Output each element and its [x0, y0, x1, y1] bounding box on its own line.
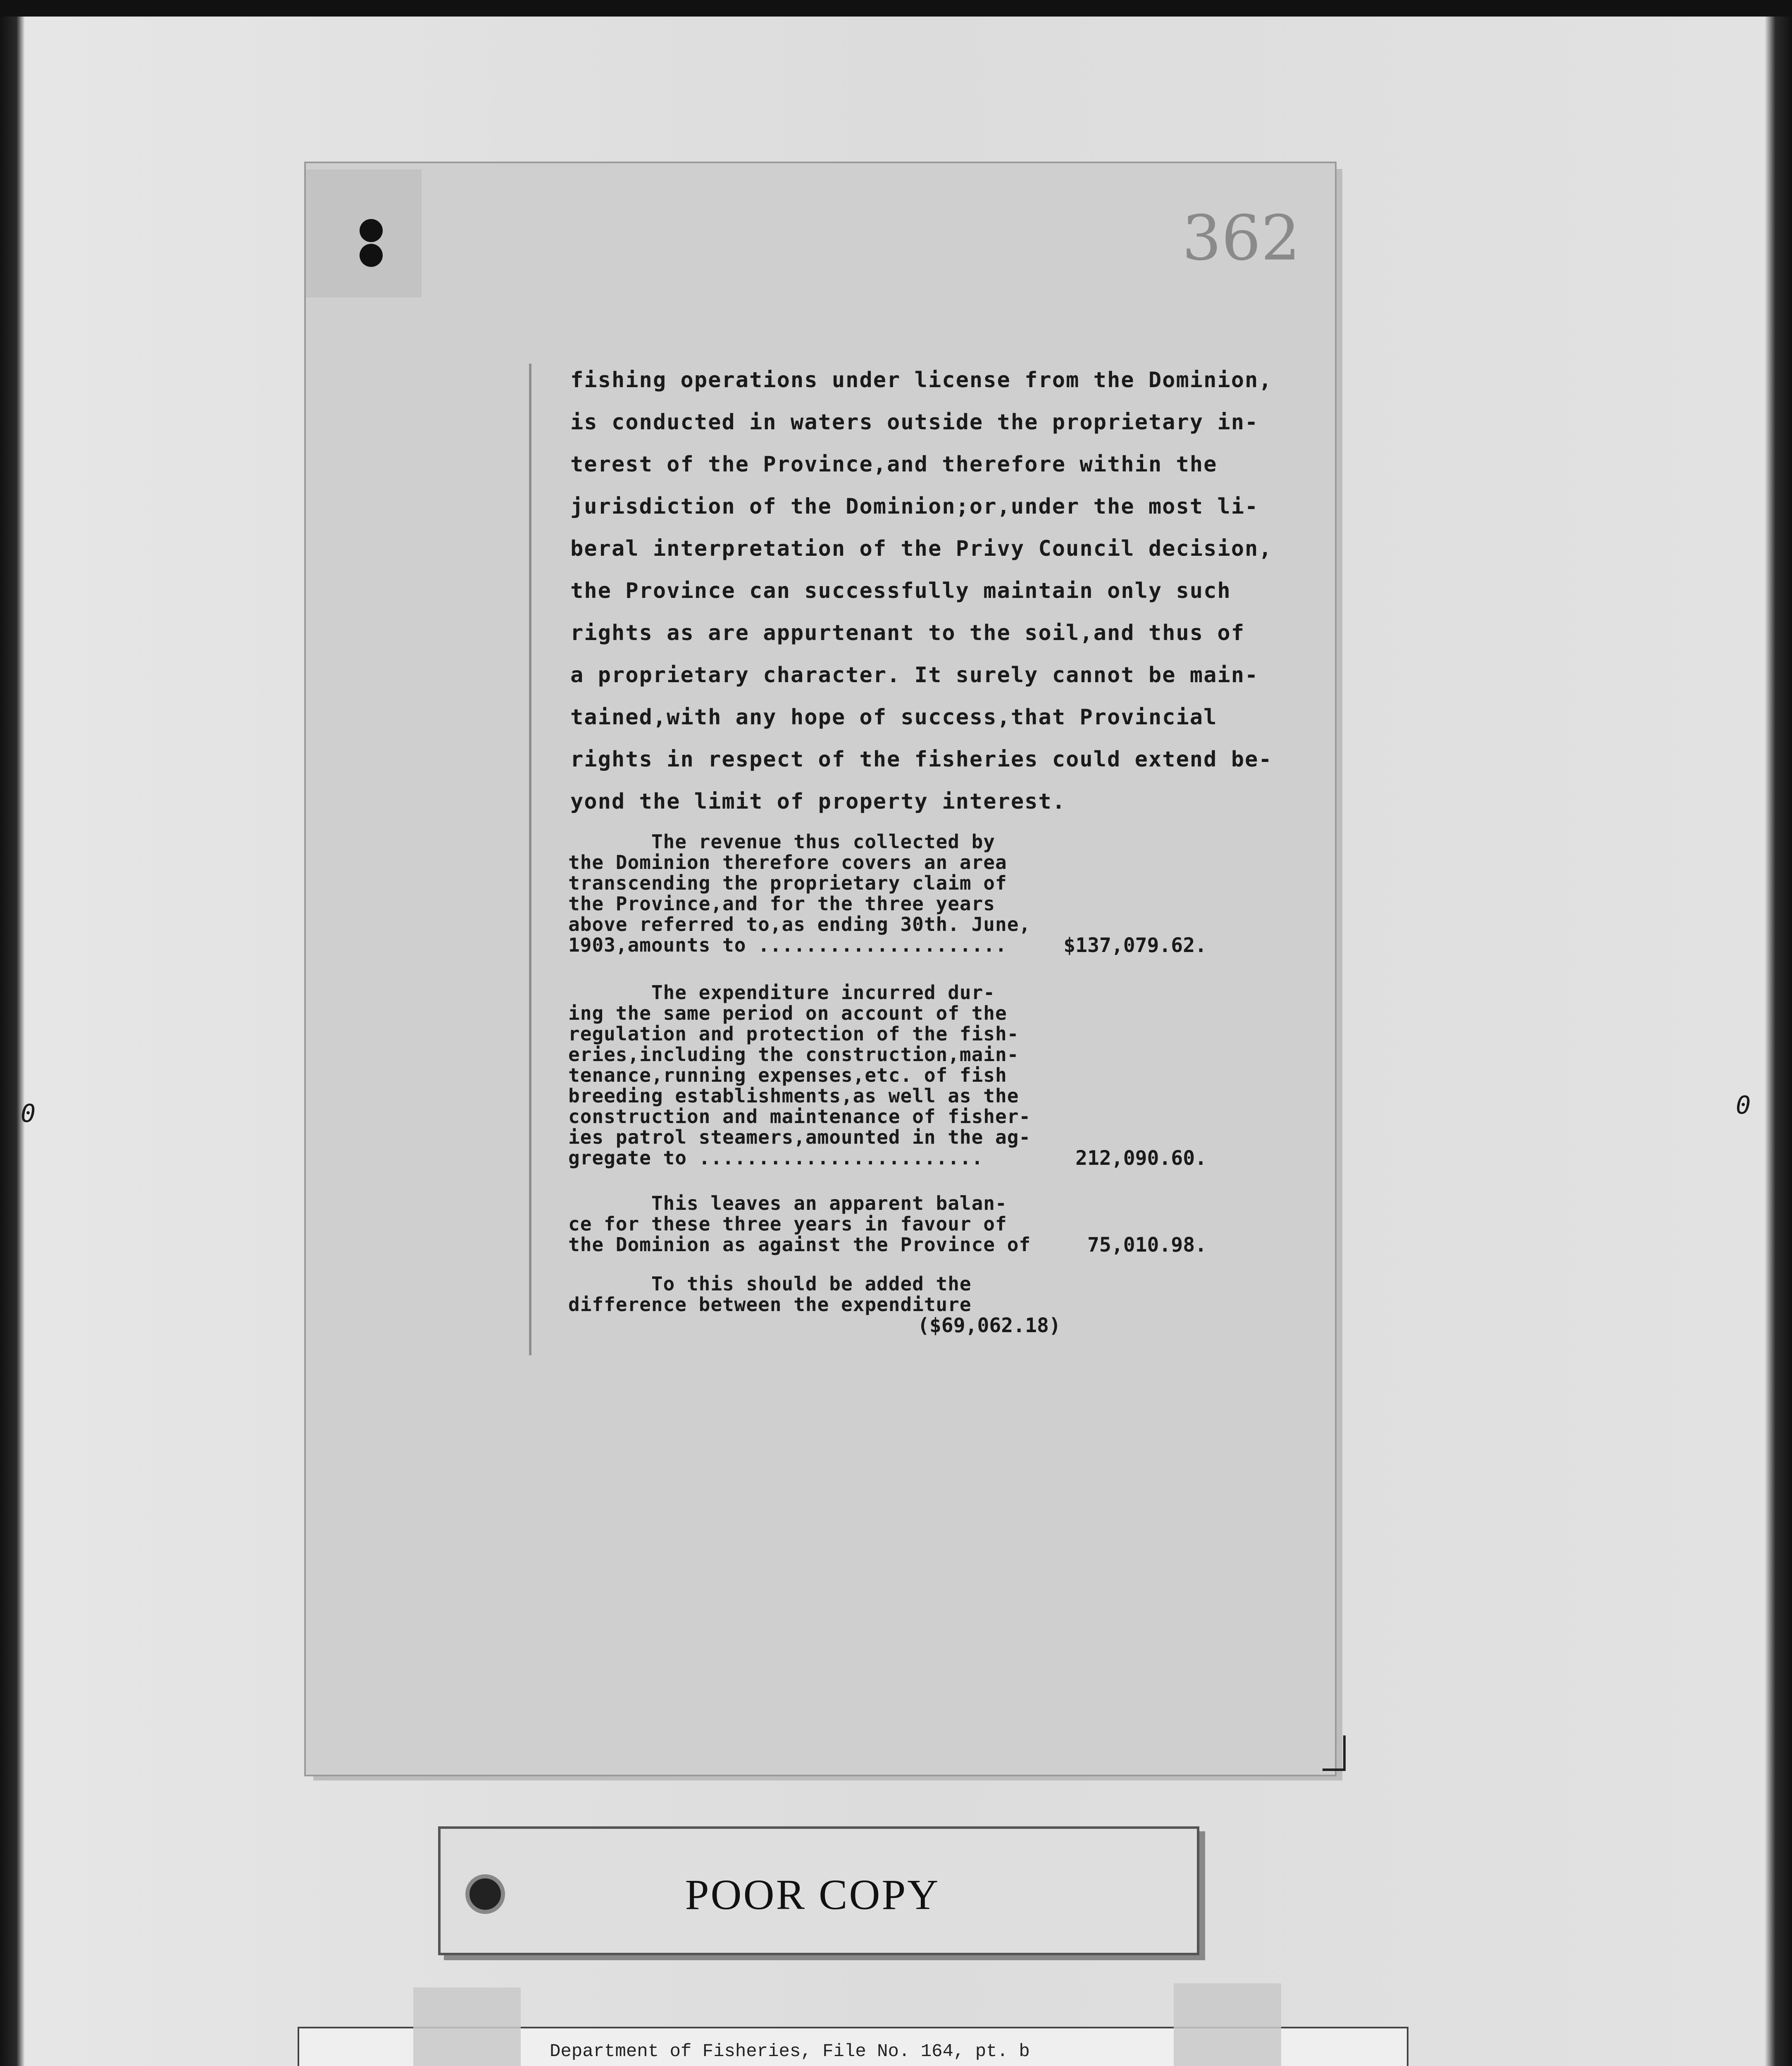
- corner-mark: [1323, 1735, 1346, 1771]
- statement-line: 1903,amounts to .....................: [568, 934, 1007, 956]
- body-line: yond the limit of property interest.: [570, 789, 1066, 814]
- binder-hole-top: [360, 219, 383, 242]
- left-frame-mark: 0: [21, 1099, 37, 1128]
- statement-line: above referred to,as ending 30th. June,: [568, 913, 1031, 935]
- document-page: [306, 163, 1335, 1775]
- stamp-hole-icon: [465, 1874, 505, 1914]
- statement-line: eries,including the construction,main-: [568, 1043, 1019, 1066]
- statement-amount: $137,079.62.: [1063, 934, 1207, 957]
- statement-line: breeding establishments,as well as the: [568, 1085, 1019, 1107]
- body-line: beral interpretation of the Privy Council decision,: [570, 536, 1273, 561]
- statement-amount: ($69,062.18): [917, 1314, 1061, 1337]
- file-reference: Department of Fisheries, File No. 164, pt. b: [550, 2041, 1030, 2062]
- statement-line: the Province,and for the three years: [568, 893, 995, 915]
- statement-line: the Dominion as against the Province of: [568, 1233, 1031, 1256]
- statement-line: regulation and protection of the fish-: [568, 1023, 1019, 1045]
- statement-amount: 212,090.60.: [1075, 1147, 1207, 1170]
- body-line: rights as are appurtenant to the soil,and thus of: [570, 621, 1245, 645]
- poor-copy-label: POOR COPY: [685, 1871, 940, 1918]
- statement-line: tenance,running expenses,etc. of fish: [568, 1064, 1007, 1086]
- statement-line: difference between the expenditure: [568, 1293, 972, 1316]
- page-number: 362: [1182, 202, 1301, 274]
- body-line: fishing operations under license from the Dominion,: [570, 368, 1273, 393]
- statement-line: ing the same period on account of the: [568, 1002, 1007, 1024]
- statement-line: transcending the proprietary claim of: [568, 872, 1007, 894]
- body-line: a proprietary character. It surely cannot be main-: [570, 663, 1259, 688]
- body-line: terest of the Province,and therefore within the: [570, 452, 1218, 477]
- right-frame-mark: 0: [1736, 1091, 1752, 1120]
- statement-line: the Dominion therefore covers an area: [568, 851, 1007, 874]
- statement-line: gregate to ........................: [568, 1147, 984, 1169]
- tape-piece: [1174, 1983, 1281, 2066]
- statement-amount: 75,010.98.: [1087, 1233, 1207, 1257]
- statement-line: ies patrol steamers,amounted in the ag-: [568, 1126, 1031, 1148]
- tape-piece: [413, 1987, 521, 2066]
- binder-hole-bottom: [360, 244, 383, 267]
- statement-line: The revenue thus collected by: [568, 831, 995, 853]
- body-line: jurisdiction of the Dominion;or,under the most li-: [570, 494, 1259, 519]
- body-line: is conducted in waters outside the proprietary in-: [570, 410, 1259, 435]
- statement-line: To this should be added the: [568, 1273, 972, 1295]
- statement-line: The expenditure incurred dur-: [568, 981, 995, 1004]
- body-line: tained,with any hope of success,that Provincial: [570, 705, 1218, 730]
- statement-line: This leaves an apparent balan-: [568, 1192, 1007, 1214]
- body-line: the Province can successfully maintain only such: [570, 578, 1231, 603]
- statement-line: ce for these three years in favour of: [568, 1213, 1007, 1235]
- poor-copy-stamp: [438, 1826, 1199, 1955]
- film-border-top: [0, 0, 1792, 17]
- statement-line: construction and maintenance of fisher-: [568, 1105, 1031, 1128]
- margin-rule: [529, 364, 531, 1355]
- body-line: rights in respect of the fisheries could extend be-: [570, 747, 1273, 772]
